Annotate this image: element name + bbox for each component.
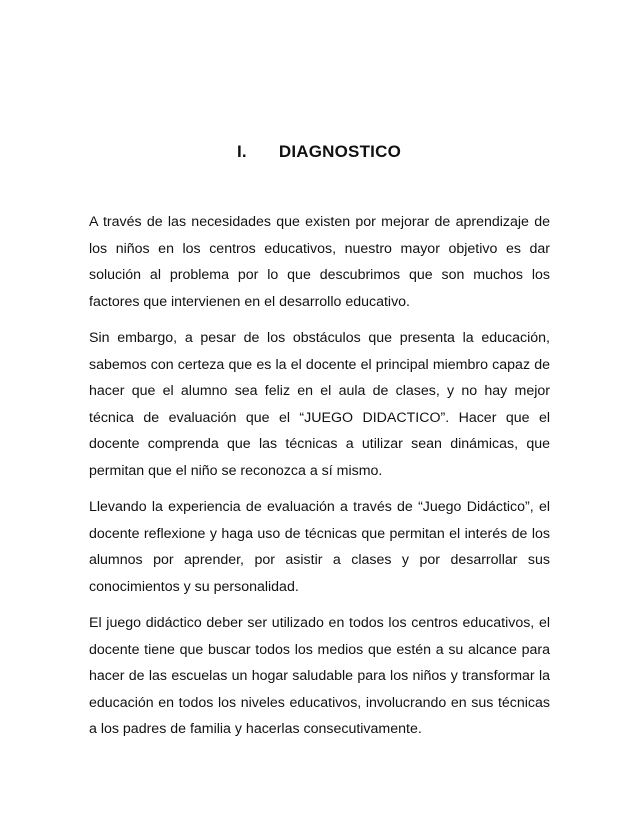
- document-body: [89, 209, 550, 753]
- section-title: DIAGNOSTICO: [278, 142, 401, 161]
- paragraph-3: Llevando la experiencia de evaluación a través de “Juego Didáctico”, el docente reflexione y haga uso de técnicas que permitan el interés de los alumnos por aprender, por asistir a clases y por desarrollar sus conocimientos y su personalidad.: [89, 499, 550, 595]
- paragraph-2: Sin embargo, a pesar de los obstáculos que presenta la educación, sabemos con certeza que es la el docente el principal miembro capaz de hacer que el alumno sea feliz en el aula de clases, y no hay mejor técnica de evaluación que el “JUEGO DIDACTICO”. Hacer que el docente comprenda que las técnicas a utilizar sean dinámicas, que permitan que el niño se reconozca a sí mismo.: [89, 330, 550, 479]
- section-heading: [0, 142, 638, 162]
- section-number: I.: [236, 142, 247, 161]
- paragraph-4: El juego didáctico deber ser utilizado en todos los centros educativos, el docente tiene que buscar todos los medios que estén a su alcance para hacer de las escuelas un hogar saludable para los niños y transformar la educación en todos los niveles educativos, involucrando en sus técnicas a los padres de familia y hacerlas consecutivamente.: [89, 615, 550, 737]
- paragraph-1: A través de las necesidades que existen por mejorar de aprendizaje de los niños en los centros educativos, nuestro mayor objetivo es dar solución al problema por lo que descubrimos que son muchos los factores que intervienen en el desarrollo educativo.: [89, 214, 550, 310]
